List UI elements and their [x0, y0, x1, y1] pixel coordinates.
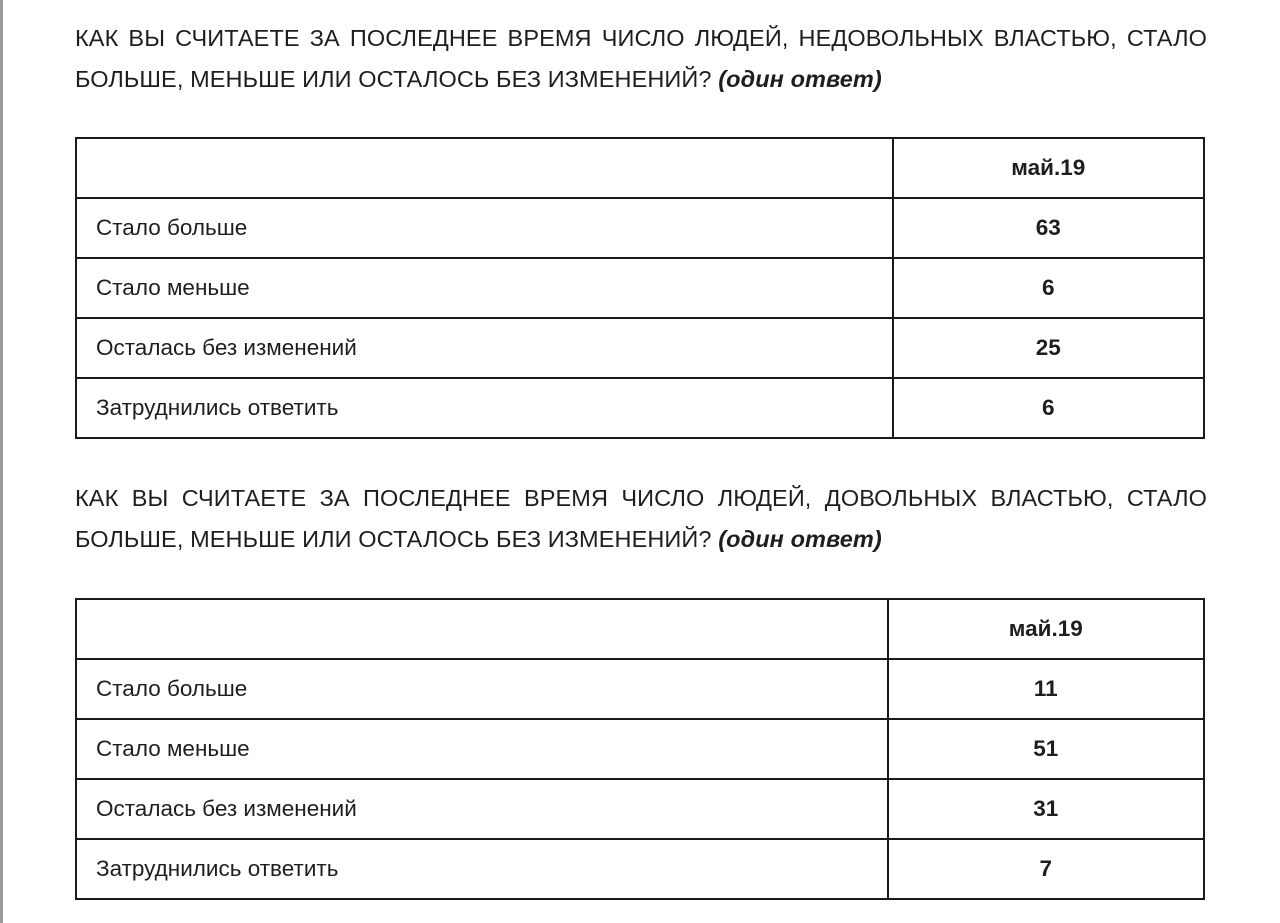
- row-value: 6: [893, 258, 1204, 318]
- table-row: [76, 719, 1204, 779]
- table-row: [76, 318, 1204, 378]
- column-header: май.19: [893, 138, 1204, 198]
- question-text: КАК ВЫ СЧИТАЕТЕ ЗА ПОСЛЕДНЕЕ ВРЕМЯ ЧИСЛО ЛЮДЕЙ, ДОВОЛЬНЫХ ВЛАСТЬЮ, СТАЛО БОЛЬШЕ, МЕНЬШЕ ИЛИ ОСТАЛОСЬ БЕЗ ИЗМЕНЕНИЙ?: [75, 485, 1207, 552]
- results-table-satisfied: [75, 598, 1205, 900]
- question-satisfied: [75, 478, 1207, 560]
- table-row: [76, 779, 1204, 839]
- row-value: 7: [888, 839, 1204, 899]
- table-header-row: [76, 599, 1204, 659]
- row-label: Стало меньше: [76, 258, 893, 318]
- row-label: Стало больше: [76, 659, 888, 719]
- row-value: 51: [888, 719, 1204, 779]
- question-dissatisfied: [75, 18, 1207, 100]
- answer-note: (один ответ): [718, 526, 882, 552]
- row-label: Стало меньше: [76, 719, 888, 779]
- row-label: Затруднились ответить: [76, 839, 888, 899]
- page-left-edge: [0, 0, 3, 923]
- row-label: Затруднились ответить: [76, 378, 893, 438]
- row-value: 25: [893, 318, 1204, 378]
- table-header-row: [76, 138, 1204, 198]
- table-row: [76, 258, 1204, 318]
- table-row: [76, 659, 1204, 719]
- results-table-dissatisfied: [75, 137, 1205, 439]
- answer-note: (один ответ): [718, 66, 882, 92]
- table-row: [76, 198, 1204, 258]
- row-label: Стало больше: [76, 198, 893, 258]
- header-empty-cell: [76, 138, 893, 198]
- header-empty-cell: [76, 599, 888, 659]
- column-header: май.19: [888, 599, 1204, 659]
- row-value: 63: [893, 198, 1204, 258]
- row-value: 6: [893, 378, 1204, 438]
- row-label: Осталась без изменений: [76, 779, 888, 839]
- table-row: [76, 839, 1204, 899]
- row-label: Осталась без изменений: [76, 318, 893, 378]
- row-value: 11: [888, 659, 1204, 719]
- row-value: 31: [888, 779, 1204, 839]
- question-text: КАК ВЫ СЧИТАЕТЕ ЗА ПОСЛЕДНЕЕ ВРЕМЯ ЧИСЛО ЛЮДЕЙ, НЕДОВОЛЬНЫХ ВЛАСТЬЮ, СТАЛО БОЛЬШЕ, МЕНЬШЕ ИЛИ ОСТАЛОСЬ БЕЗ ИЗМЕНЕНИЙ?: [75, 25, 1207, 92]
- table-row: [76, 378, 1204, 438]
